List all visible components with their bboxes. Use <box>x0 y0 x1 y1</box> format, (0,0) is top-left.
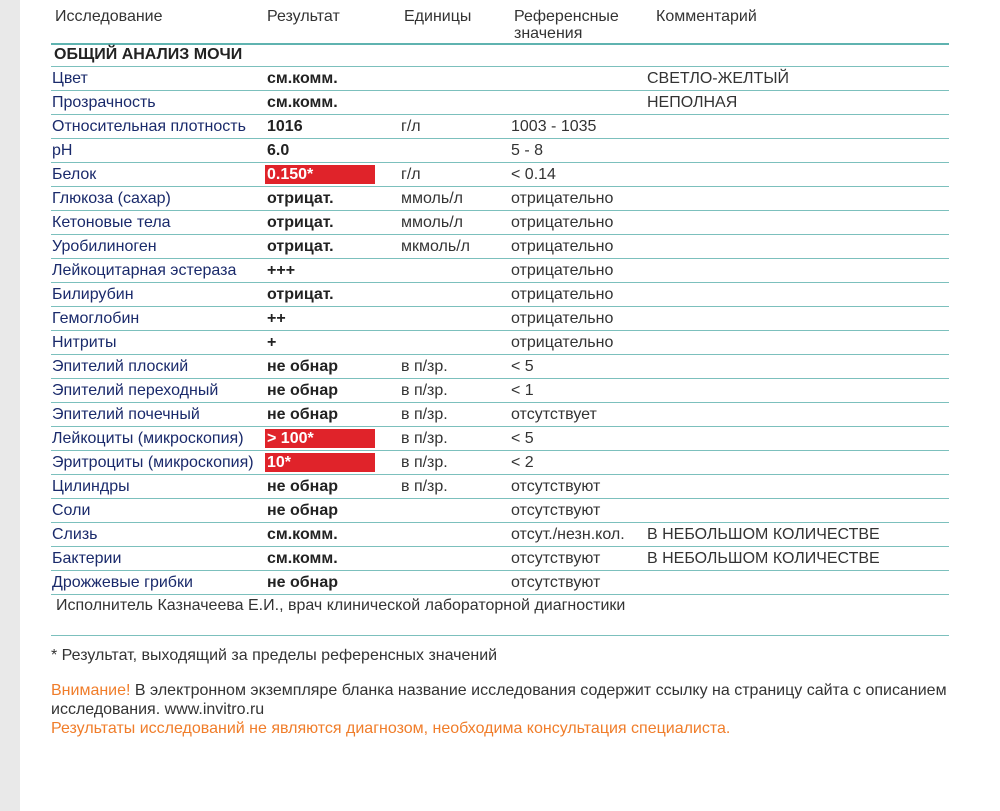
reference-value: < 5 <box>511 430 534 447</box>
units-value: в п/зр. <box>401 430 448 447</box>
units-value: ммоль/л <box>401 214 463 231</box>
study-name: Соли <box>52 502 91 519</box>
result-value: не обнар <box>267 358 338 375</box>
results-table <box>20 67 1000 595</box>
result-value: отрицат. <box>267 238 334 255</box>
reference-value: отсутствуют <box>511 574 601 591</box>
table-row <box>20 163 1000 187</box>
study-name: Цилиндры <box>52 478 130 495</box>
table-row <box>20 139 1000 163</box>
table-row <box>20 571 1000 595</box>
table-row <box>20 235 1000 259</box>
table-row <box>20 403 1000 427</box>
table-row <box>20 355 1000 379</box>
table-row <box>20 523 1000 547</box>
table-row <box>20 91 1000 115</box>
table-row <box>20 259 1000 283</box>
result-value: см.комм. <box>267 526 338 543</box>
result-value-flagged: 0.150* <box>265 165 375 184</box>
reference-value: отсутствуют <box>511 550 601 567</box>
attention-text: В электронном экземпляре бланка название исследования содержит ссылку на страницу сайта с описанием исследования. www.invitro.ru <box>51 682 947 718</box>
reference-value: < 2 <box>511 454 534 471</box>
reference-value: отсутствуют <box>511 478 601 495</box>
study-name: Белок <box>52 166 97 183</box>
study-name: Относительная плотность <box>52 118 246 135</box>
result-value-flagged: 10* <box>265 453 375 472</box>
footnote: * Результат, выходящий за пределы референсных значений <box>51 647 498 664</box>
reference-value: отсутствуют <box>511 502 601 519</box>
table-row <box>20 499 1000 523</box>
study-name: Эпителий почечный <box>52 406 200 423</box>
result-value: не обнар <box>267 478 338 495</box>
notice-block <box>51 681 961 738</box>
units-value: г/л <box>401 118 421 135</box>
header-units: Единицы <box>404 8 472 25</box>
table-row <box>20 451 1000 475</box>
result-value: ++ <box>267 310 286 327</box>
table-row <box>20 379 1000 403</box>
result-value: не обнар <box>267 502 338 519</box>
result-value: не обнар <box>267 382 338 399</box>
table-row <box>20 331 1000 355</box>
study-name: Дрожжевые грибки <box>52 574 193 591</box>
result-value: см.комм. <box>267 94 338 111</box>
result-value: см.комм. <box>267 550 338 567</box>
performer-divider <box>51 635 949 636</box>
table-row <box>20 115 1000 139</box>
result-value-flagged: > 100* <box>265 429 375 448</box>
reference-value: отрицательно <box>511 334 614 351</box>
study-name: Бактерии <box>52 550 122 567</box>
result-value: не обнар <box>267 406 338 423</box>
lab-report-sheet <box>20 0 1000 811</box>
section-title: ОБЩИЙ АНАЛИЗ МОЧИ <box>54 46 243 63</box>
table-row <box>20 427 1000 451</box>
reference-value: отсут./незн.кол. <box>511 526 625 543</box>
header-ref-line2: значения <box>514 25 583 42</box>
study-name: Эпителий переходный <box>52 382 219 399</box>
study-name: Лейкоцитарная эстераза <box>52 262 237 279</box>
result-value: отрицат. <box>267 286 334 303</box>
reference-value: < 1 <box>511 382 534 399</box>
result-value: отрицат. <box>267 190 334 207</box>
study-name: Прозрачность <box>52 94 156 111</box>
units-value: г/л <box>401 166 421 183</box>
study-name: Лейкоциты (микроскопия) <box>52 430 244 447</box>
comment-value: В НЕБОЛЬШОМ КОЛИЧЕСТВЕ <box>647 550 880 567</box>
header-ref-line1: Референсные <box>514 8 619 25</box>
header-study: Исследование <box>55 8 163 25</box>
reference-value: отрицательно <box>511 262 614 279</box>
study-name: Кетоновые тела <box>52 214 171 231</box>
reference-value: отсутствует <box>511 406 597 423</box>
units-value: в п/зр. <box>401 454 448 471</box>
reference-value: < 5 <box>511 358 534 375</box>
reference-value: отрицательно <box>511 190 614 207</box>
performer-line: Исполнитель Казначеева Е.И., врач клинической лабораторной диагностики <box>56 597 626 614</box>
comment-value: СВЕТЛО-ЖЕЛТЫЙ <box>647 70 789 87</box>
result-value: не обнар <box>267 574 338 591</box>
result-value: 6.0 <box>267 142 290 159</box>
units-value: мкмоль/л <box>401 238 470 255</box>
reference-value: 5 - 8 <box>511 142 544 159</box>
units-value: в п/зр. <box>401 358 448 375</box>
units-value: в п/зр. <box>401 406 448 423</box>
study-name: Нитриты <box>52 334 117 351</box>
units-value: в п/зр. <box>401 382 448 399</box>
table-row <box>20 547 1000 571</box>
study-name: Гемоглобин <box>52 310 140 327</box>
table-row <box>20 187 1000 211</box>
reference-value: 1003 - 1035 <box>511 118 597 135</box>
study-name: Эпителий плоский <box>52 358 189 375</box>
result-value: +++ <box>267 262 296 279</box>
result-value: см.комм. <box>267 70 338 87</box>
result-value: отрицат. <box>267 214 334 231</box>
study-name: Эритроциты (микроскопия) <box>52 454 254 471</box>
table-row <box>20 67 1000 91</box>
study-name: Цвет <box>52 70 88 87</box>
table-header <box>20 0 1000 44</box>
header-comment: Комментарий <box>656 8 757 25</box>
study-name: Билирубин <box>52 286 134 303</box>
disclaimer-text: Результаты исследований не являются диагнозом, необходима консультация специалиста. <box>51 720 731 737</box>
table-row <box>20 283 1000 307</box>
reference-value: отрицательно <box>511 310 614 327</box>
units-value: в п/зр. <box>401 478 448 495</box>
table-row <box>20 475 1000 499</box>
units-value: ммоль/л <box>401 190 463 207</box>
table-row <box>20 211 1000 235</box>
study-name: pH <box>52 142 73 159</box>
reference-value: отрицательно <box>511 286 614 303</box>
reference-value: отрицательно <box>511 214 614 231</box>
result-value: 1016 <box>267 118 303 135</box>
study-name: Глюкоза (сахар) <box>52 190 171 207</box>
header-result: Результат <box>267 8 340 25</box>
reference-value: отрицательно <box>511 238 614 255</box>
study-name: Уробилиноген <box>52 238 157 255</box>
study-name: Слизь <box>52 526 98 543</box>
attention-label: Внимание! <box>51 682 131 699</box>
comment-value: В НЕБОЛЬШОМ КОЛИЧЕСТВЕ <box>647 526 880 543</box>
reference-value: < 0.14 <box>511 166 556 183</box>
table-row <box>20 307 1000 331</box>
result-value: + <box>267 334 277 351</box>
comment-value: НЕПОЛНАЯ <box>647 94 738 111</box>
